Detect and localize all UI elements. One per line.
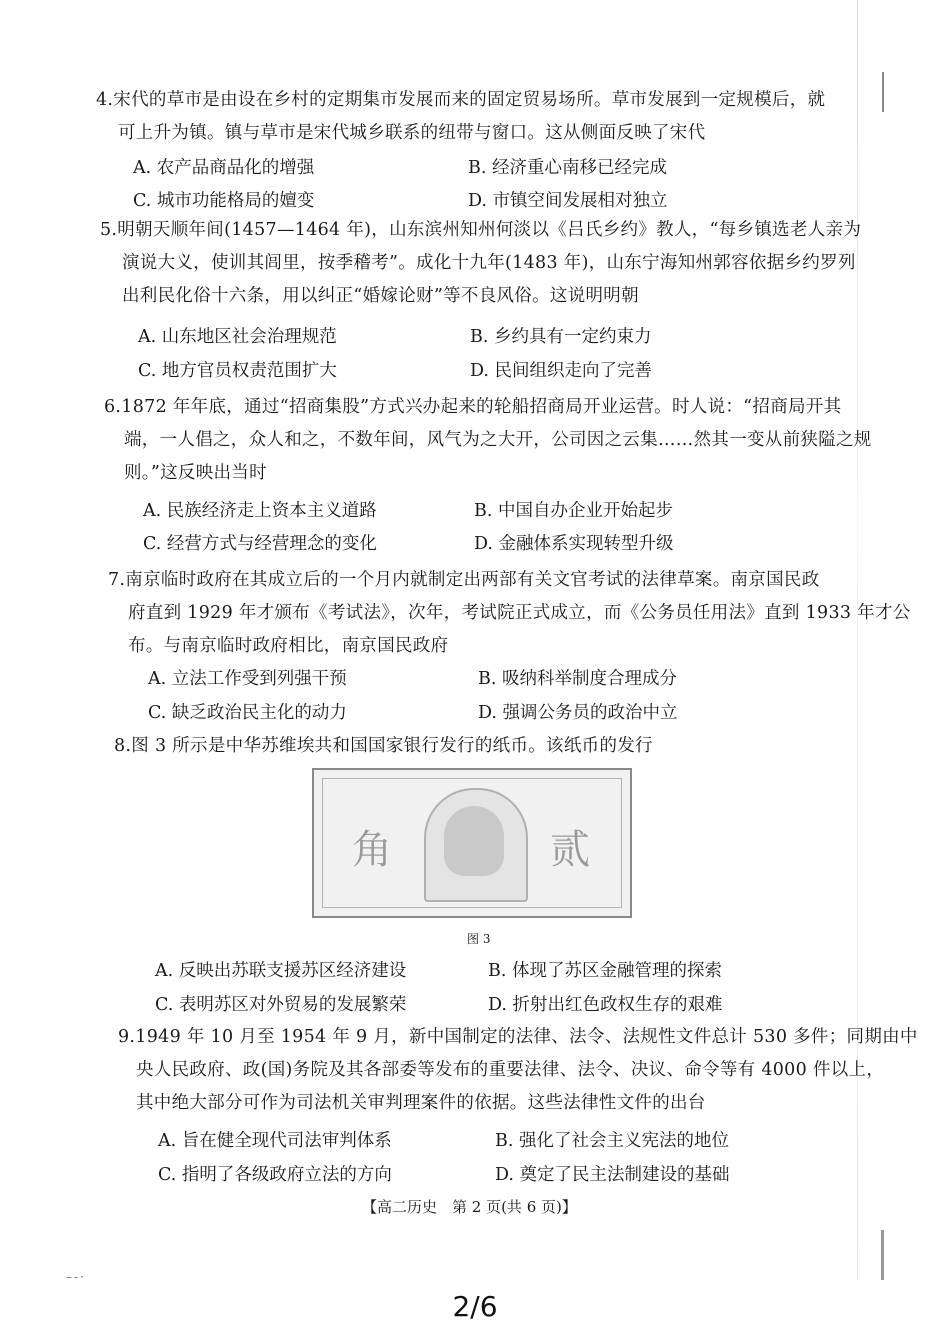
question-7 — [108, 564, 911, 663]
question-stem-line: 布。与南京临时政府相比，南京国民政府 — [128, 636, 449, 656]
question-stem-line: 9.1949 年 10 月至 1954 年 9 月，新中国制定的法律、法令、法规性文件总计 530 多件；同期由中 — [118, 1027, 918, 1047]
page-indicator: 2/6 — [452, 1290, 498, 1323]
option-b: B. 强化了社会主义宪法的地位 — [495, 1131, 729, 1151]
question-stem-line: 5.明朝天顺年间(1457—1464 年)，山东滨州知州何淡以《吕氏乡约》教人，“每乡镇选老人亲为 — [100, 220, 862, 240]
option-c: C. 指明了各级政府立法的方向 — [158, 1165, 392, 1185]
question-9 — [118, 1021, 918, 1120]
option-b: B. 经济重心南移已经完成 — [468, 158, 667, 178]
question-stem-line: 8.图 3 所示是中华苏维埃共和国国家银行发行的纸币。该纸币的发行 — [114, 736, 653, 756]
scan-artifact: –-· — [66, 1270, 86, 1284]
option-b: B. 乡约具有一定约束力 — [470, 327, 652, 347]
option-b: B. 中国自办企业开始起步 — [474, 501, 673, 521]
option-a: A. 民族经济走上资本主义道路 — [143, 501, 377, 521]
banknote-figure — [312, 768, 632, 918]
question-stem-line: 4.宋代的草市是由设在乡村的定期集市发展而来的固定贸易场所。草市发展到一定规模后，就 — [96, 90, 826, 110]
banknote-glyph: 贰 — [550, 827, 590, 873]
option-d: D. 市镇空间发展相对独立 — [468, 191, 668, 211]
option-c: C. 表明苏区对外贸易的发展繁荣 — [155, 995, 407, 1015]
question-stem-line: 则。”这反映出当时 — [124, 463, 267, 483]
option-c: C. 缺乏政治民主化的动力 — [148, 703, 347, 723]
option-c: C. 地方官员权责范围扩大 — [138, 361, 337, 381]
question-stem-line: 6.1872 年年底，通过“招商集股”方式兴办起来的轮船招商局开业运营。时人说：“招商局开其 — [104, 397, 842, 417]
option-b: B. 体现了苏区金融管理的探索 — [488, 961, 722, 981]
question-stem-line: 演说大义，使训其闾里，按季稽考”。成化十九年(1483 年)，山东宁海知州郭容依据乡约罗列 — [122, 253, 856, 273]
option-a: A. 立法工作受到列强干预 — [148, 669, 347, 689]
option-d: D. 强调公务员的政治中立 — [478, 703, 678, 723]
question-4 — [96, 84, 825, 150]
option-d: D. 金融体系实现转型升级 — [474, 534, 674, 554]
scan-mark — [882, 72, 884, 112]
scan-mark — [881, 1230, 884, 1280]
page-footer: 【高二历史 第 2 页(共 6 页)】 — [362, 1198, 577, 1216]
option-d: D. 折射出红色政权生存的艰难 — [488, 995, 723, 1015]
question-stem-line: 端，一人倡之，众人和之，不数年间，风气为之大开，公司因之云集……然其一变从前狭隘之规 — [124, 430, 872, 450]
question-8 — [114, 730, 653, 763]
option-d: D. 奠定了民主法制建设的基础 — [495, 1165, 730, 1185]
question-stem-line: 出利民化俗十六条，用以纠正“婚嫁论财”等不良风俗。这说明明朝 — [122, 286, 639, 306]
option-a: A. 反映出苏联支援苏区经济建设 — [155, 961, 407, 981]
banknote-glyph: 角 — [352, 827, 392, 873]
question-stem-line: 府直到 1929 年才颁布《考试法》，次年，考试院正式成立，而《公务员任用法》直到 1933 年才公 — [128, 603, 911, 623]
figure-caption: 图 3 — [467, 932, 491, 946]
question-stem-line: 其中绝大部分可作为司法机关审判理案件的依据。这些法律性文件的出台 — [136, 1093, 706, 1113]
option-a: A. 旨在健全现代司法审判体系 — [158, 1131, 392, 1151]
question-6 — [104, 391, 872, 490]
option-a: A. 山东地区社会治理规范 — [138, 327, 337, 347]
option-a: A. 农产品商品化的增强 — [133, 158, 315, 178]
option-c: C. 城市功能格局的嬗变 — [133, 191, 315, 211]
banknote-portrait — [444, 806, 504, 876]
option-d: D. 民间组织走向了完善 — [470, 361, 653, 381]
question-stem-line: 央人民政府、政(国)务院及其各部委等发布的重要法律、法令、决议、命令等有 4000 件以上， — [136, 1060, 885, 1080]
question-stem-line: 可上升为镇。镇与草市是宋代城乡联系的纽带与窗口。这从侧面反映了宋代 — [118, 123, 706, 143]
question-stem-line: 7.南京临时政府在其成立后的一个月内就制定出两部有关文官考试的法律草案。南京国民政 — [108, 570, 820, 590]
question-5 — [100, 214, 861, 313]
option-b: B. 吸纳科举制度合理成分 — [478, 669, 677, 689]
option-c: C. 经营方式与经营理念的变化 — [143, 534, 377, 554]
